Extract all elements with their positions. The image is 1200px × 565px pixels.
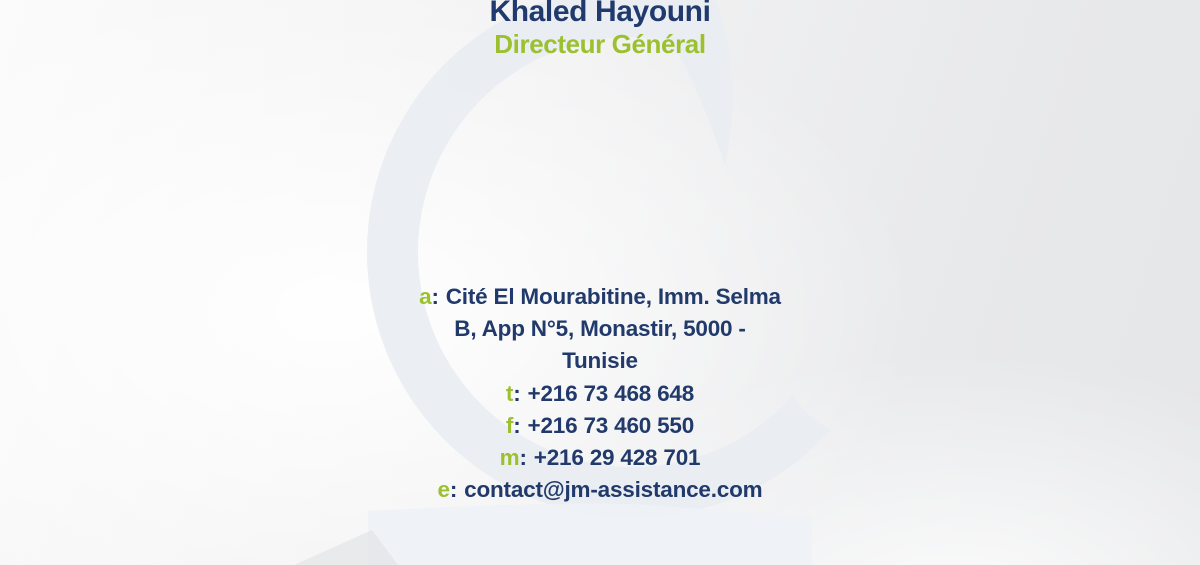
email-separator: : [449, 477, 458, 503]
fax-line [0, 410, 1200, 442]
fax-separator: : [513, 412, 521, 438]
address-line-2: B, App N°5, Monastir, 5000 - [454, 316, 746, 342]
address-line-3: Tunisie [562, 348, 638, 374]
person-name: Khaled Hayouni [489, 0, 711, 28]
contact-info-block [0, 281, 1200, 506]
mobile-number: +216 29 428 701 [533, 445, 701, 471]
phone-number: +216 73 468 648 [527, 380, 695, 406]
mobile-line [0, 442, 1200, 474]
fax-prefix: f [505, 412, 514, 438]
fax-number: +216 73 460 550 [527, 412, 695, 438]
address-prefix: a [419, 284, 432, 309]
phone-line [0, 378, 1200, 410]
mobile-prefix: m [499, 445, 520, 471]
address-separator: : [431, 284, 439, 309]
address-line-1 [0, 281, 1200, 313]
email-address: contact@jm-assistance.com [464, 477, 763, 503]
address-text-1: Cité El Mourabitine, Imm. Selma [445, 284, 781, 309]
person-job-title: Directeur Général [494, 29, 706, 59]
phone-prefix: t [505, 380, 514, 406]
mobile-separator: : [519, 445, 527, 471]
email-prefix: e [437, 477, 450, 503]
watermark-bottom-panel [368, 504, 812, 565]
phone-separator: : [513, 380, 521, 406]
email-line [0, 474, 1200, 506]
